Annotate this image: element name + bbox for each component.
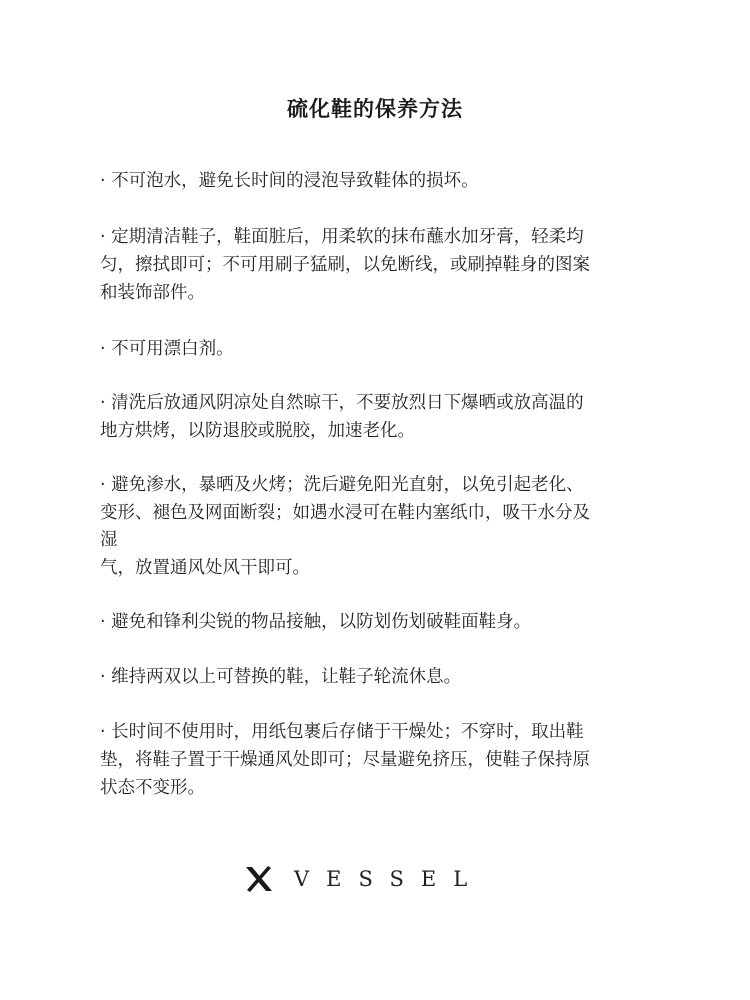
page-title: 硫化鞋的保养方法 — [287, 97, 463, 121]
text-line: · 定期清洁鞋子，鞋面脏后，用柔软的抹布蘸水加牙膏，轻柔均 — [100, 227, 584, 247]
text-line: · 不可泡水，避免长时间的浸泡导致鞋体的损坏。 — [100, 171, 479, 191]
text-line: 垫，将鞋子置于干燥通风处即可；尽量避免挤压，使鞋子保持原 — [100, 750, 590, 770]
text-line: 状态不变形。 — [100, 778, 205, 798]
vessel-x-logo-icon — [244, 865, 274, 893]
brand-logo — [244, 862, 484, 896]
text-line: · 维持两双以上可替换的鞋，让鞋子轮流休息。 — [100, 667, 462, 687]
text-line: 地方烘烤，以防退胶或脱胶，加速老化。 — [100, 421, 415, 441]
text-line: · 清洗后放通风阴凉处自然晾干，不要放烈日下爆晒或放高温的 — [100, 393, 584, 413]
text-line: 匀，擦拭即可；不可用刷子猛刷，以免断线，或刷掉鞋身的图案 — [100, 255, 590, 275]
text-line: 变形、褪色及网面断裂；如遇水浸可在鞋内塞纸巾，吸干水分及 — [100, 503, 590, 523]
text-line: 湿 — [100, 530, 118, 550]
text-line: · 不可用漂白剂。 — [100, 339, 234, 359]
text-line: 气，放置通风处风干即可。 — [100, 558, 310, 578]
text-line: 和装饰部件。 — [100, 283, 205, 303]
text-line: · 避免和锋利尖锐的物品接触，以防划伤划破鞋面鞋身。 — [100, 612, 532, 632]
text-line: · 避免渗水，暴晒及火烤；洗后避免阳光直射，以免引起老化、 — [100, 475, 584, 495]
brand-name: VESSEL — [294, 867, 485, 891]
text-line: · 长时间不使用时，用纸包裹后存储于干燥处；不穿时，取出鞋 — [100, 722, 584, 742]
